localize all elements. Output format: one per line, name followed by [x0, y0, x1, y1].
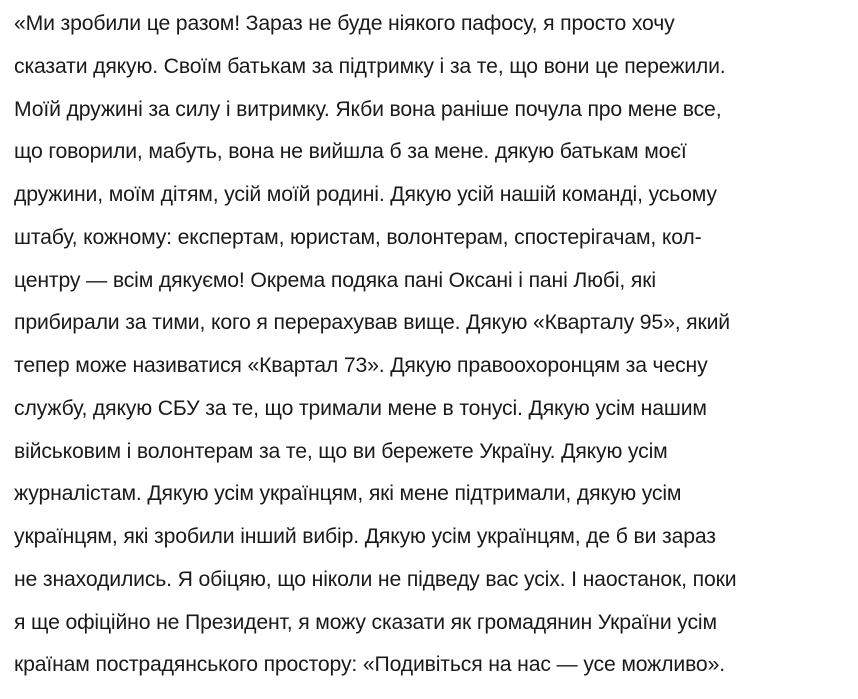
quote-line-4: що говорили, мабуть, вона не вийшла б за мене. дякую батькам моєї [14, 140, 687, 164]
quote-line-6: штабу, кожному: експертам, юристам, волонтерам, спостерігачам, кол- [14, 225, 702, 249]
quote-line-16: країнам пострадянського простору: «Подивіться на нас — усе можливо». [14, 653, 725, 677]
quote-line-8: прибирали за тими, кого я перерахував вище. Дякую «Кварталу 95», який [14, 311, 730, 335]
quote-line-3: Моїй дружині за силу і витримку. Якби вона раніше почула про мене все, [14, 97, 722, 121]
quote-line-14: не знаходились. Я обіцяю, що ніколи не підведу вас усіх. І наостанок, поки [14, 567, 737, 591]
quote-line-9: тепер може називатися «Квартал 73». Дякую правоохоронцям за чесну [14, 354, 708, 377]
quote-line-10: службу, дякую СБУ за те, що тримали мене в тонусі. Дякую усім нашим [14, 396, 707, 420]
quote-line-7: центру — всім дякуємо! Окрема подяка пані Оксані і пані Любі, які [14, 268, 656, 292]
quote-line-11: військовим і волонтерам за те, що ви бережете Україну. Дякую усім [14, 439, 668, 463]
quote-line-13: українцям, які зробили інший вибір. Дякую усім українцям, де б ви зараз [14, 525, 716, 548]
quote-line-12: журналістам. Дякую усім українцям, які мене підтримали, дякую усім [14, 482, 682, 506]
quote-line-5: дружини, моїм дітям, усій моїй родині. Дякую усій нашій команді, усьому [14, 183, 717, 206]
quote-line-15: я ще офіційно не Президент, я можу сказати як громадянин України усім [14, 610, 717, 634]
quote-line-2: сказати дякую. Своїм батькам за підтримку і за те, що вони це пережили. [14, 54, 726, 78]
quote-line-1: «Ми зробили це разом! Зараз не буде ніякого пафосу, я просто хочу [14, 12, 675, 35]
quote-paragraph [14, 3, 854, 687]
